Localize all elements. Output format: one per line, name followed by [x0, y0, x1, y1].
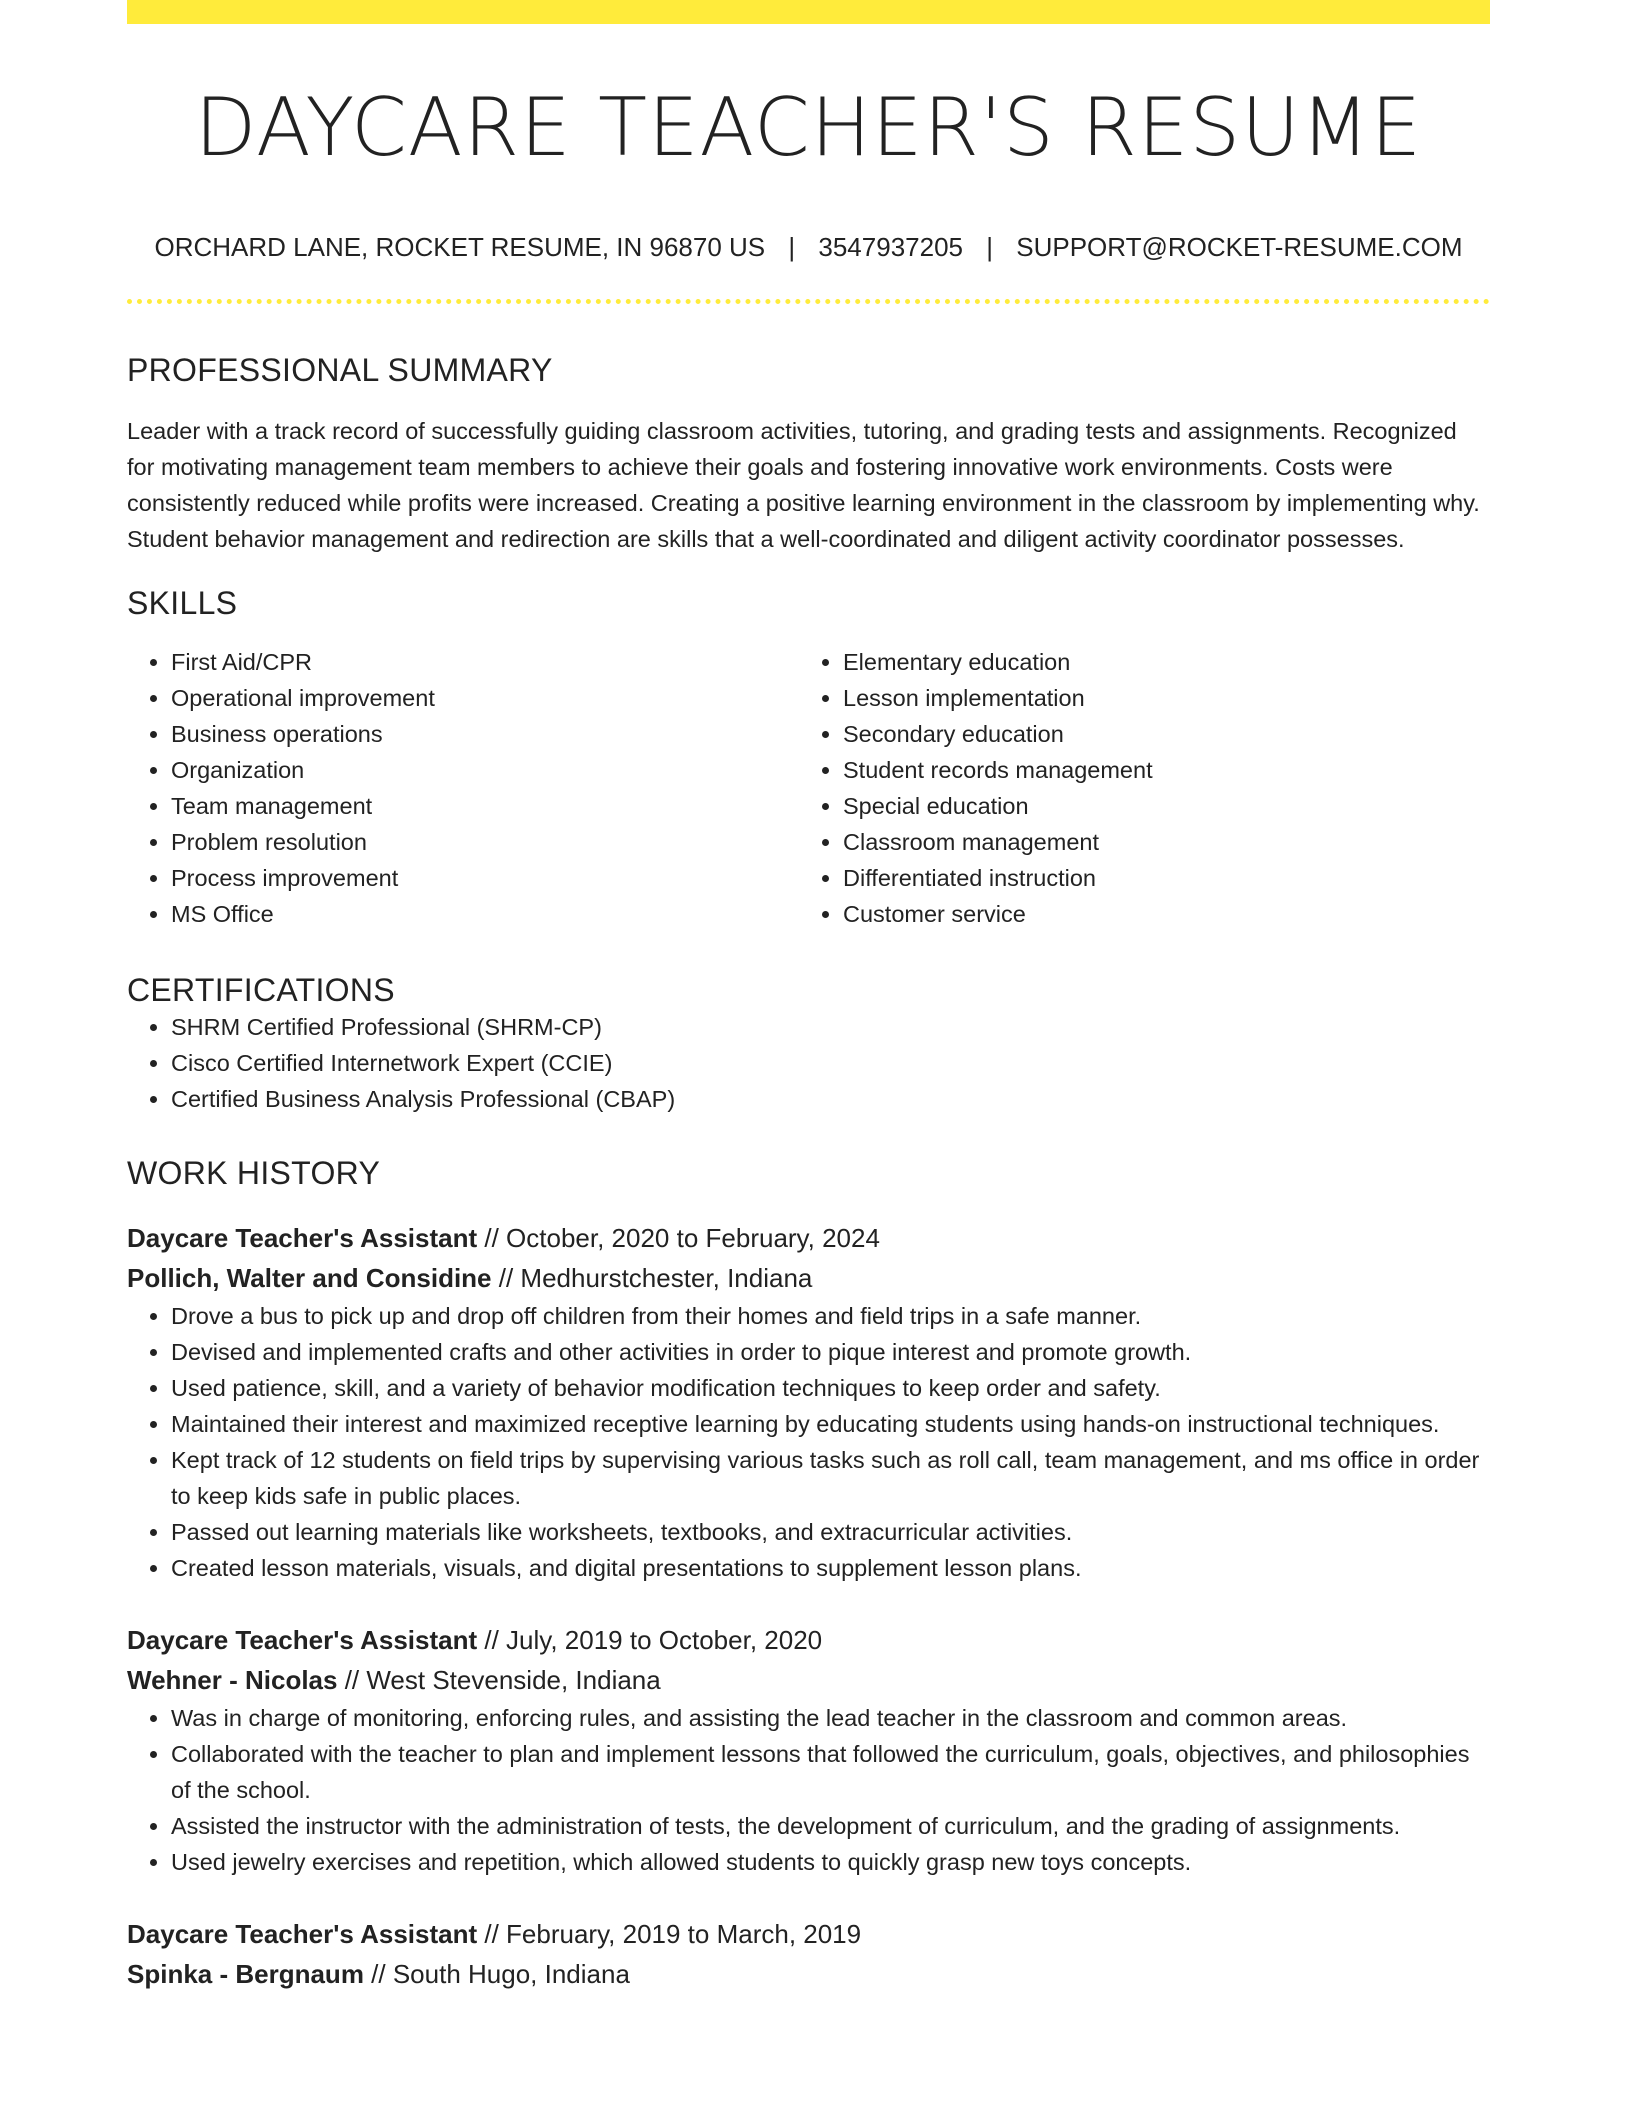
- contact-address: ORCHARD LANE, ROCKET RESUME, IN 96870 US: [154, 232, 766, 262]
- skill-item: • Special education: [843, 788, 1471, 824]
- job-duty-item: • Assisted the instructor with the administration of tests, the development of curriculum, and the grading of assignments.: [171, 1808, 1490, 1844]
- skill-item: • MS Office: [171, 896, 799, 932]
- job-company-line: [127, 1258, 1490, 1298]
- job-role: Daycare Teacher's Assistant: [127, 1625, 478, 1655]
- skill-item: • Business operations: [171, 716, 799, 752]
- job-company-line: [127, 1660, 1490, 1700]
- job-duty-item: • Devised and implemented crafts and other activities in order to pique interest and promote growth.: [171, 1334, 1490, 1370]
- job-role: Daycare Teacher's Assistant: [127, 1223, 478, 1253]
- skill-item: • Student records management: [843, 752, 1471, 788]
- job-duty-item: • Collaborated with the teacher to plan and implement lessons that followed the curriculum, goals, objectives, and philosophies of the school.: [171, 1736, 1490, 1808]
- accent-bar: [127, 0, 1490, 24]
- skill-item: • Process improvement: [171, 860, 799, 896]
- job-company-line: [127, 1954, 1490, 1994]
- summary-heading: PROFESSIONAL SUMMARY: [127, 352, 553, 388]
- contact-line: [127, 232, 1490, 263]
- job-role: Daycare Teacher's Assistant: [127, 1919, 478, 1949]
- skill-item: • Problem resolution: [171, 824, 799, 860]
- contact-separator: |: [788, 232, 796, 262]
- skills-columns: [127, 644, 1490, 932]
- certifications-list: [127, 1009, 1490, 1117]
- skill-item: • Organization: [171, 752, 799, 788]
- job-location: // West Stevenside, Indiana: [337, 1665, 661, 1695]
- job-duties-list: [127, 1298, 1490, 1586]
- dotted-divider: [127, 299, 1490, 304]
- contact-phone: 3547937205: [818, 232, 963, 262]
- job-duty-item: • Used jewelry exercises and repetition, which allowed students to quickly grasp new toys concepts.: [171, 1844, 1490, 1880]
- job-duty-item: • Passed out learning materials like worksheets, textbooks, and extracurricular activities.: [171, 1514, 1490, 1550]
- skills-column-left: [127, 644, 799, 932]
- skills-heading: SKILLS: [127, 585, 238, 621]
- certification-item: • SHRM Certified Professional (SHRM-CP): [171, 1009, 1490, 1045]
- job-entry: [127, 1218, 1490, 1586]
- job-duty-item: • Maintained their interest and maximized receptive learning by educating students using hands-on instructional techniques.: [171, 1406, 1490, 1442]
- job-dates: // July, 2019 to October, 2020: [477, 1625, 823, 1655]
- work-history-heading: WORK HISTORY: [127, 1155, 381, 1191]
- job-dates: // October, 2020 to February, 2024: [477, 1223, 880, 1253]
- job-duty-item: • Drove a bus to pick up and drop off children from their homes and field trips in a safe manner.: [171, 1298, 1490, 1334]
- skill-item: • Customer service: [843, 896, 1471, 932]
- job-duty-item: • Created lesson materials, visuals, and digital presentations to supplement lesson plans.: [171, 1550, 1490, 1586]
- job-title-line: [127, 1914, 1490, 1954]
- skills-list-right: [843, 644, 1471, 932]
- job-dates: // February, 2019 to March, 2019: [477, 1919, 862, 1949]
- contact-email: SUPPORT@ROCKET-RESUME.COM: [1016, 232, 1463, 262]
- resume-page: [127, 0, 1490, 1994]
- skills-column-right: [799, 644, 1471, 932]
- job-entry: [127, 1914, 1490, 1994]
- skill-item: • Elementary education: [843, 644, 1471, 680]
- work-history-list: [127, 1218, 1490, 1994]
- job-company: Wehner - Nicolas: [127, 1665, 338, 1695]
- resume-title: DAYCARE TEACHER'S RESUME: [194, 81, 1423, 174]
- job-duties-list: [127, 1700, 1490, 1880]
- skills-list-left: [171, 644, 799, 932]
- job-company: Pollich, Walter and Considine: [127, 1263, 492, 1293]
- job-company: Spinka - Bergnaum: [127, 1959, 364, 1989]
- job-duty-item: • Used patience, skill, and a variety of behavior modification techniques to keep order and safety.: [171, 1370, 1490, 1406]
- skill-item: • Secondary education: [843, 716, 1471, 752]
- certification-item: • Certified Business Analysis Professional (CBAP): [171, 1081, 1490, 1117]
- skill-item: • Lesson implementation: [843, 680, 1471, 716]
- job-location: // South Hugo, Indiana: [363, 1959, 630, 1989]
- certifications-heading: CERTIFICATIONS: [127, 972, 395, 1008]
- contact-separator: |: [986, 232, 993, 262]
- job-duty-item: • Was in charge of monitoring, enforcing rules, and assisting the lead teacher in the classroom and common areas.: [171, 1700, 1490, 1736]
- job-duty-item: • Kept track of 12 students on field trips by supervising various tasks such as roll call, team management, and ms office in order to keep kids safe in public places.: [171, 1442, 1490, 1514]
- skill-item: • Differentiated instruction: [843, 860, 1471, 896]
- skill-item: • Team management: [171, 788, 799, 824]
- skill-item: • Classroom management: [843, 824, 1471, 860]
- job-title-line: [127, 1620, 1490, 1660]
- job-location: // Medhurstchester, Indiana: [491, 1263, 813, 1293]
- summary-text: Leader with a track record of successfully guiding classroom activities, tutoring, and grading tests and assignments. Recognized for motivating management team members to achieve their goals and fostering innovative work environments. Costs were consistently reduced while profits were increased. Creating a positive learning environment in the classroom by implementing why. Student behavior management and redirection are skills that a well-coordinated and diligent activity coordinator possesses.: [127, 418, 1480, 552]
- job-entry: [127, 1620, 1490, 1880]
- skill-item: • Operational improvement: [171, 680, 799, 716]
- skill-item: • First Aid/CPR: [171, 644, 799, 680]
- job-title-line: [127, 1218, 1490, 1258]
- certification-item: • Cisco Certified Internetwork Expert (CCIE): [171, 1045, 1490, 1081]
